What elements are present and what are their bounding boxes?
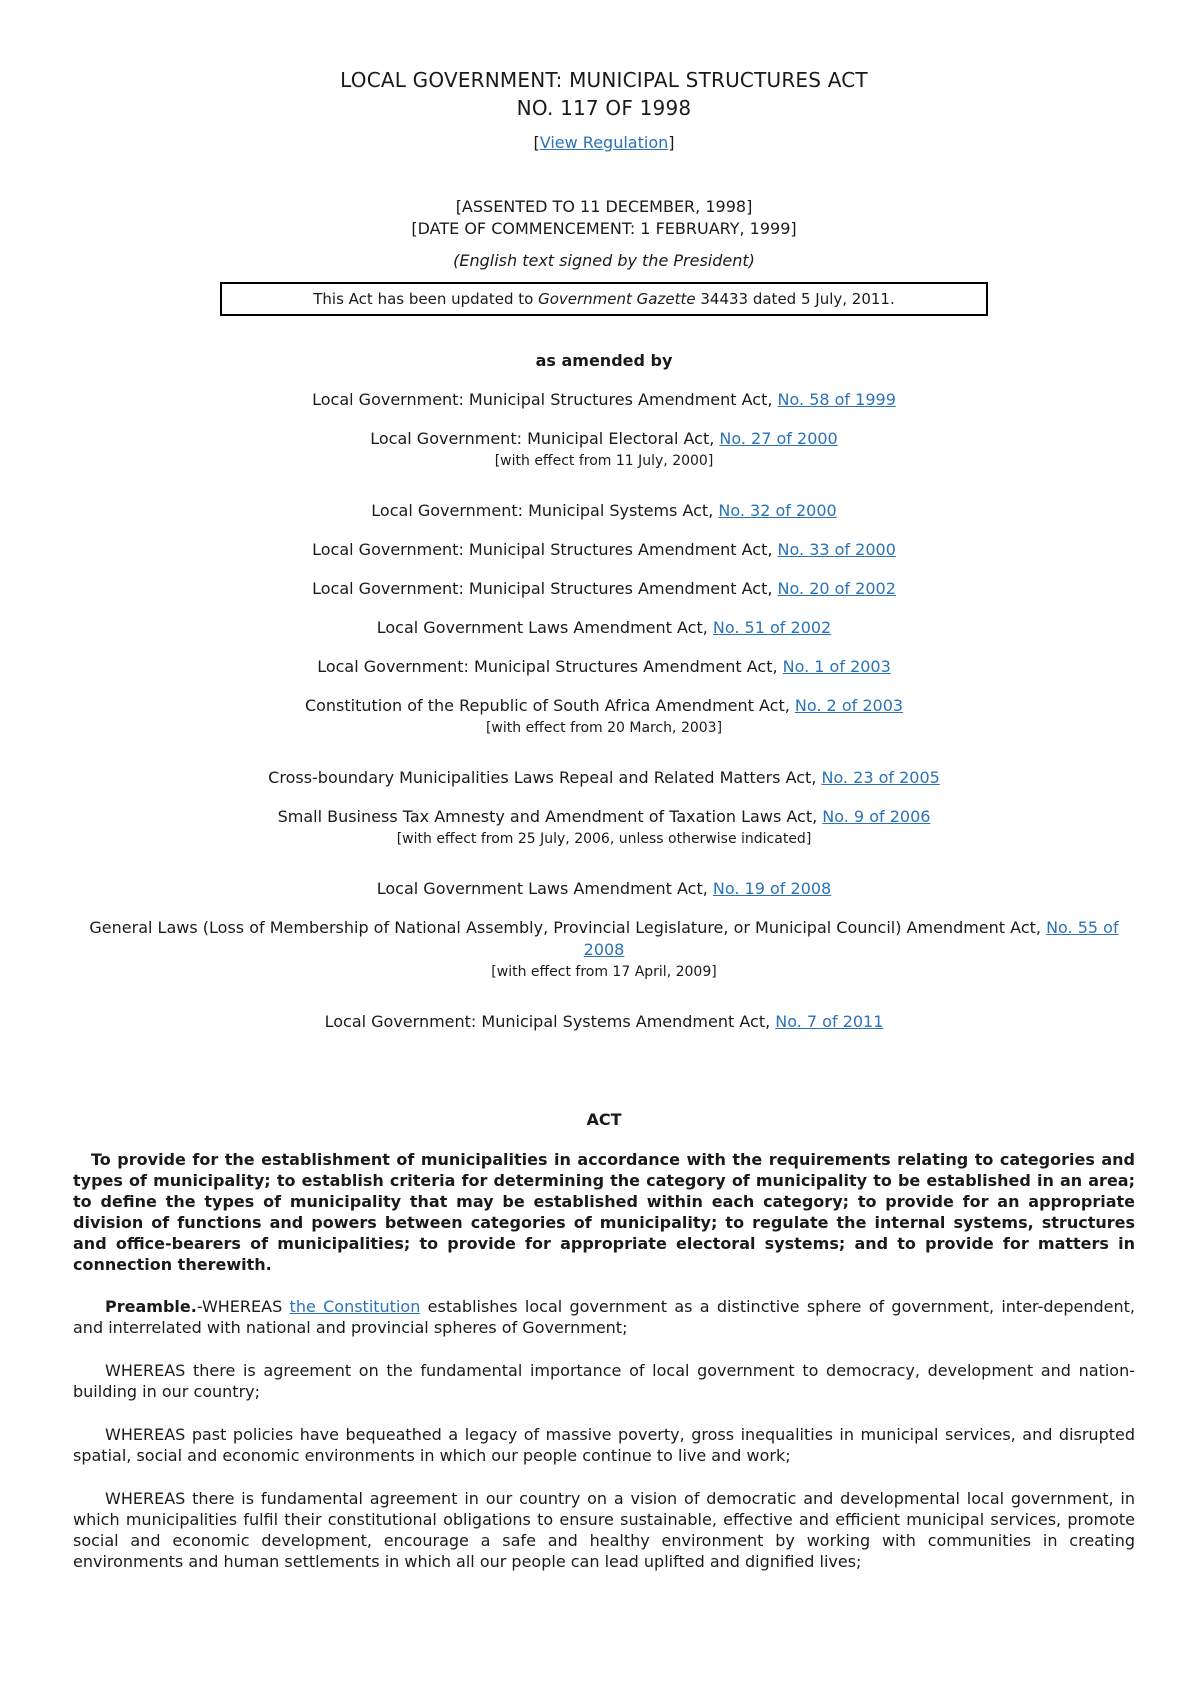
amendment-item xyxy=(73,539,1135,561)
amendment-act-name: Constitution of the Republic of South Africa Amendment Act, xyxy=(304,696,795,715)
act-long-title: To provide for the establishment of municipalities in accordance with the requirements relating to categories and types of municipality; to establish criteria for determining the category of municipality to be established in an area; to define the types of municipality that may be established within each category; to provide for an appropriate division of functions and powers between categories of municipality; to regulate the internal systems, structures and office-bearers of municipalities; to provide for appropriate electoral systems; and to provide for matters in connection therewith. xyxy=(73,1150,1135,1274)
amendment-act-name: General Laws (Loss of Membership of National Assembly, Provincial Legislature, or Municipal Council) Amendment Act, xyxy=(89,918,1047,937)
act-title xyxy=(73,66,1135,122)
amendment-link[interactable]: No. 32 of 2000 xyxy=(718,501,837,520)
amendment-item xyxy=(73,917,1135,983)
amended-by-heading: as amended by xyxy=(535,351,673,370)
view-regulation-link[interactable]: View Regulation xyxy=(539,133,669,152)
amendment-list xyxy=(73,389,1135,1033)
constitution-link[interactable]: the Constitution xyxy=(289,1297,421,1316)
update-notice-box xyxy=(220,282,988,316)
amendment-act-name: Local Government: Municipal Structures Amendment Act, xyxy=(317,657,783,676)
amendment-effect-note: [with effect from 11 July, 2000] xyxy=(494,453,714,469)
title-line-1: LOCAL GOVERNMENT: MUNICIPAL STRUCTURES ACT xyxy=(340,68,868,92)
amendment-act-name: Local Government: Municipal Structures Amendment Act, xyxy=(312,579,778,598)
notice-prefix: This Act has been updated to xyxy=(313,290,539,308)
amendment-item xyxy=(73,878,1135,900)
amendment-item xyxy=(73,578,1135,600)
amendment-link[interactable]: No. 7 of 2011 xyxy=(775,1012,884,1031)
notice-gazette: Government Gazette xyxy=(538,290,696,308)
amendment-link[interactable]: No. 51 of 2002 xyxy=(712,618,832,637)
assented-date: [ASSENTED TO 11 DECEMBER, 1998] xyxy=(455,197,753,216)
amendment-line xyxy=(73,656,1135,678)
amendment-line xyxy=(73,500,1135,522)
view-regulation xyxy=(73,132,1135,154)
amendment-item xyxy=(73,428,1135,472)
amendment-line xyxy=(73,578,1135,600)
amendment-line xyxy=(73,695,1135,717)
amendment-effect-note: [with effect from 17 April, 2009] xyxy=(491,964,717,980)
act-heading: ACT xyxy=(586,1110,622,1129)
amendment-act-name: Local Government: Municipal Structures Amendment Act, xyxy=(312,540,778,559)
bracket-open: [ xyxy=(533,133,540,152)
amendment-item xyxy=(73,695,1135,739)
amendment-line xyxy=(73,1011,1135,1033)
amendment-line xyxy=(73,917,1135,961)
whereas-paragraph: WHEREAS there is fundamental agreement in our country on a vision of democratic and developmental local government, in which municipalities fulfil their constitutional obligations to ensure sustainable, effective and efficient municipal services, promote social and economic development, encourage a safe and healthy environment by working with communities in creating environments and human settlements in which all our people can lead uplifted and dignified lives; xyxy=(73,1489,1135,1571)
amendment-effect-note: [with effect from 20 March, 2003] xyxy=(485,720,723,736)
amendment-line xyxy=(73,767,1135,789)
amendment-link[interactable]: No. 19 of 2008 xyxy=(712,879,832,898)
amendment-item xyxy=(73,656,1135,678)
amendment-link[interactable]: No. 23 of 2005 xyxy=(821,768,940,787)
amendment-link[interactable]: No. 33 of 2000 xyxy=(777,540,896,559)
amendment-act-name: Local Government Laws Amendment Act, xyxy=(376,879,713,898)
bracket-close: ] xyxy=(668,133,675,152)
amendment-act-name: Local Government: Municipal Structures Amendment Act, xyxy=(312,390,778,409)
amendment-link[interactable]: No. 55 of 2008 xyxy=(583,918,1119,959)
amendment-item xyxy=(73,617,1135,639)
amendment-act-name: Small Business Tax Amnesty and Amendment of Taxation Laws Act, xyxy=(277,807,823,826)
preamble-paragraph xyxy=(73,1296,1135,1338)
assent-block xyxy=(73,196,1135,240)
signed-note: (English text signed by the President) xyxy=(453,251,755,270)
amendment-item xyxy=(73,500,1135,522)
preamble-rest: establishes local government as a distinctive sphere of government, inter-dependent, and interrelated with national and provincial spheres of Government; xyxy=(73,1297,1136,1337)
amendment-act-name: Cross-boundary Municipalities Laws Repeal and Related Matters Act, xyxy=(268,768,822,787)
amendment-link[interactable]: No. 27 of 2000 xyxy=(719,429,838,448)
preamble-label: Preamble. xyxy=(105,1297,197,1316)
amendment-item xyxy=(73,806,1135,850)
amendment-act-name: Local Government: Municipal Systems Act, xyxy=(371,501,719,520)
amendment-line xyxy=(73,806,1135,828)
preamble-dash: -WHEREAS xyxy=(196,1297,290,1316)
amendment-line xyxy=(73,389,1135,411)
amendment-line xyxy=(73,617,1135,639)
amendment-act-name: Local Government Laws Amendment Act, xyxy=(376,618,713,637)
amendment-link[interactable]: No. 20 of 2002 xyxy=(777,579,896,598)
amendment-act-name: Local Government: Municipal Systems Amendment Act, xyxy=(324,1012,776,1031)
amendment-line xyxy=(73,539,1135,561)
amendment-link[interactable]: No. 58 of 1999 xyxy=(777,390,896,409)
whereas-paragraph: WHEREAS there is agreement on the fundamental importance of local government to democracy, development and nation-building in our country; xyxy=(73,1361,1135,1401)
amendment-line xyxy=(73,878,1135,900)
amendment-effect-note: [with effect from 25 July, 2006, unless otherwise indicated] xyxy=(396,831,812,847)
amendment-item xyxy=(73,389,1135,411)
title-line-2: NO. 117 OF 1998 xyxy=(516,96,692,120)
amendment-link[interactable]: No. 1 of 2003 xyxy=(782,657,891,676)
whereas-paragraph: WHEREAS past policies have bequeathed a legacy of massive poverty, gross inequalities in municipal services, and disrupted spatial, social and economic environments in which our people continue to live and work; xyxy=(73,1425,1135,1465)
notice-suffix: 34433 dated 5 July, 2011. xyxy=(695,290,895,308)
amendment-link[interactable]: No. 2 of 2003 xyxy=(794,696,904,715)
amendment-item xyxy=(73,767,1135,789)
commencement-date: [DATE OF COMMENCEMENT: 1 FEBRUARY, 1999] xyxy=(411,219,797,238)
amendment-item xyxy=(73,1011,1135,1033)
amendment-act-name: Local Government: Municipal Electoral Act, xyxy=(370,429,720,448)
amendment-link[interactable]: No. 9 of 2006 xyxy=(822,807,931,826)
document-page xyxy=(73,0,1135,1572)
amendment-line xyxy=(73,428,1135,450)
